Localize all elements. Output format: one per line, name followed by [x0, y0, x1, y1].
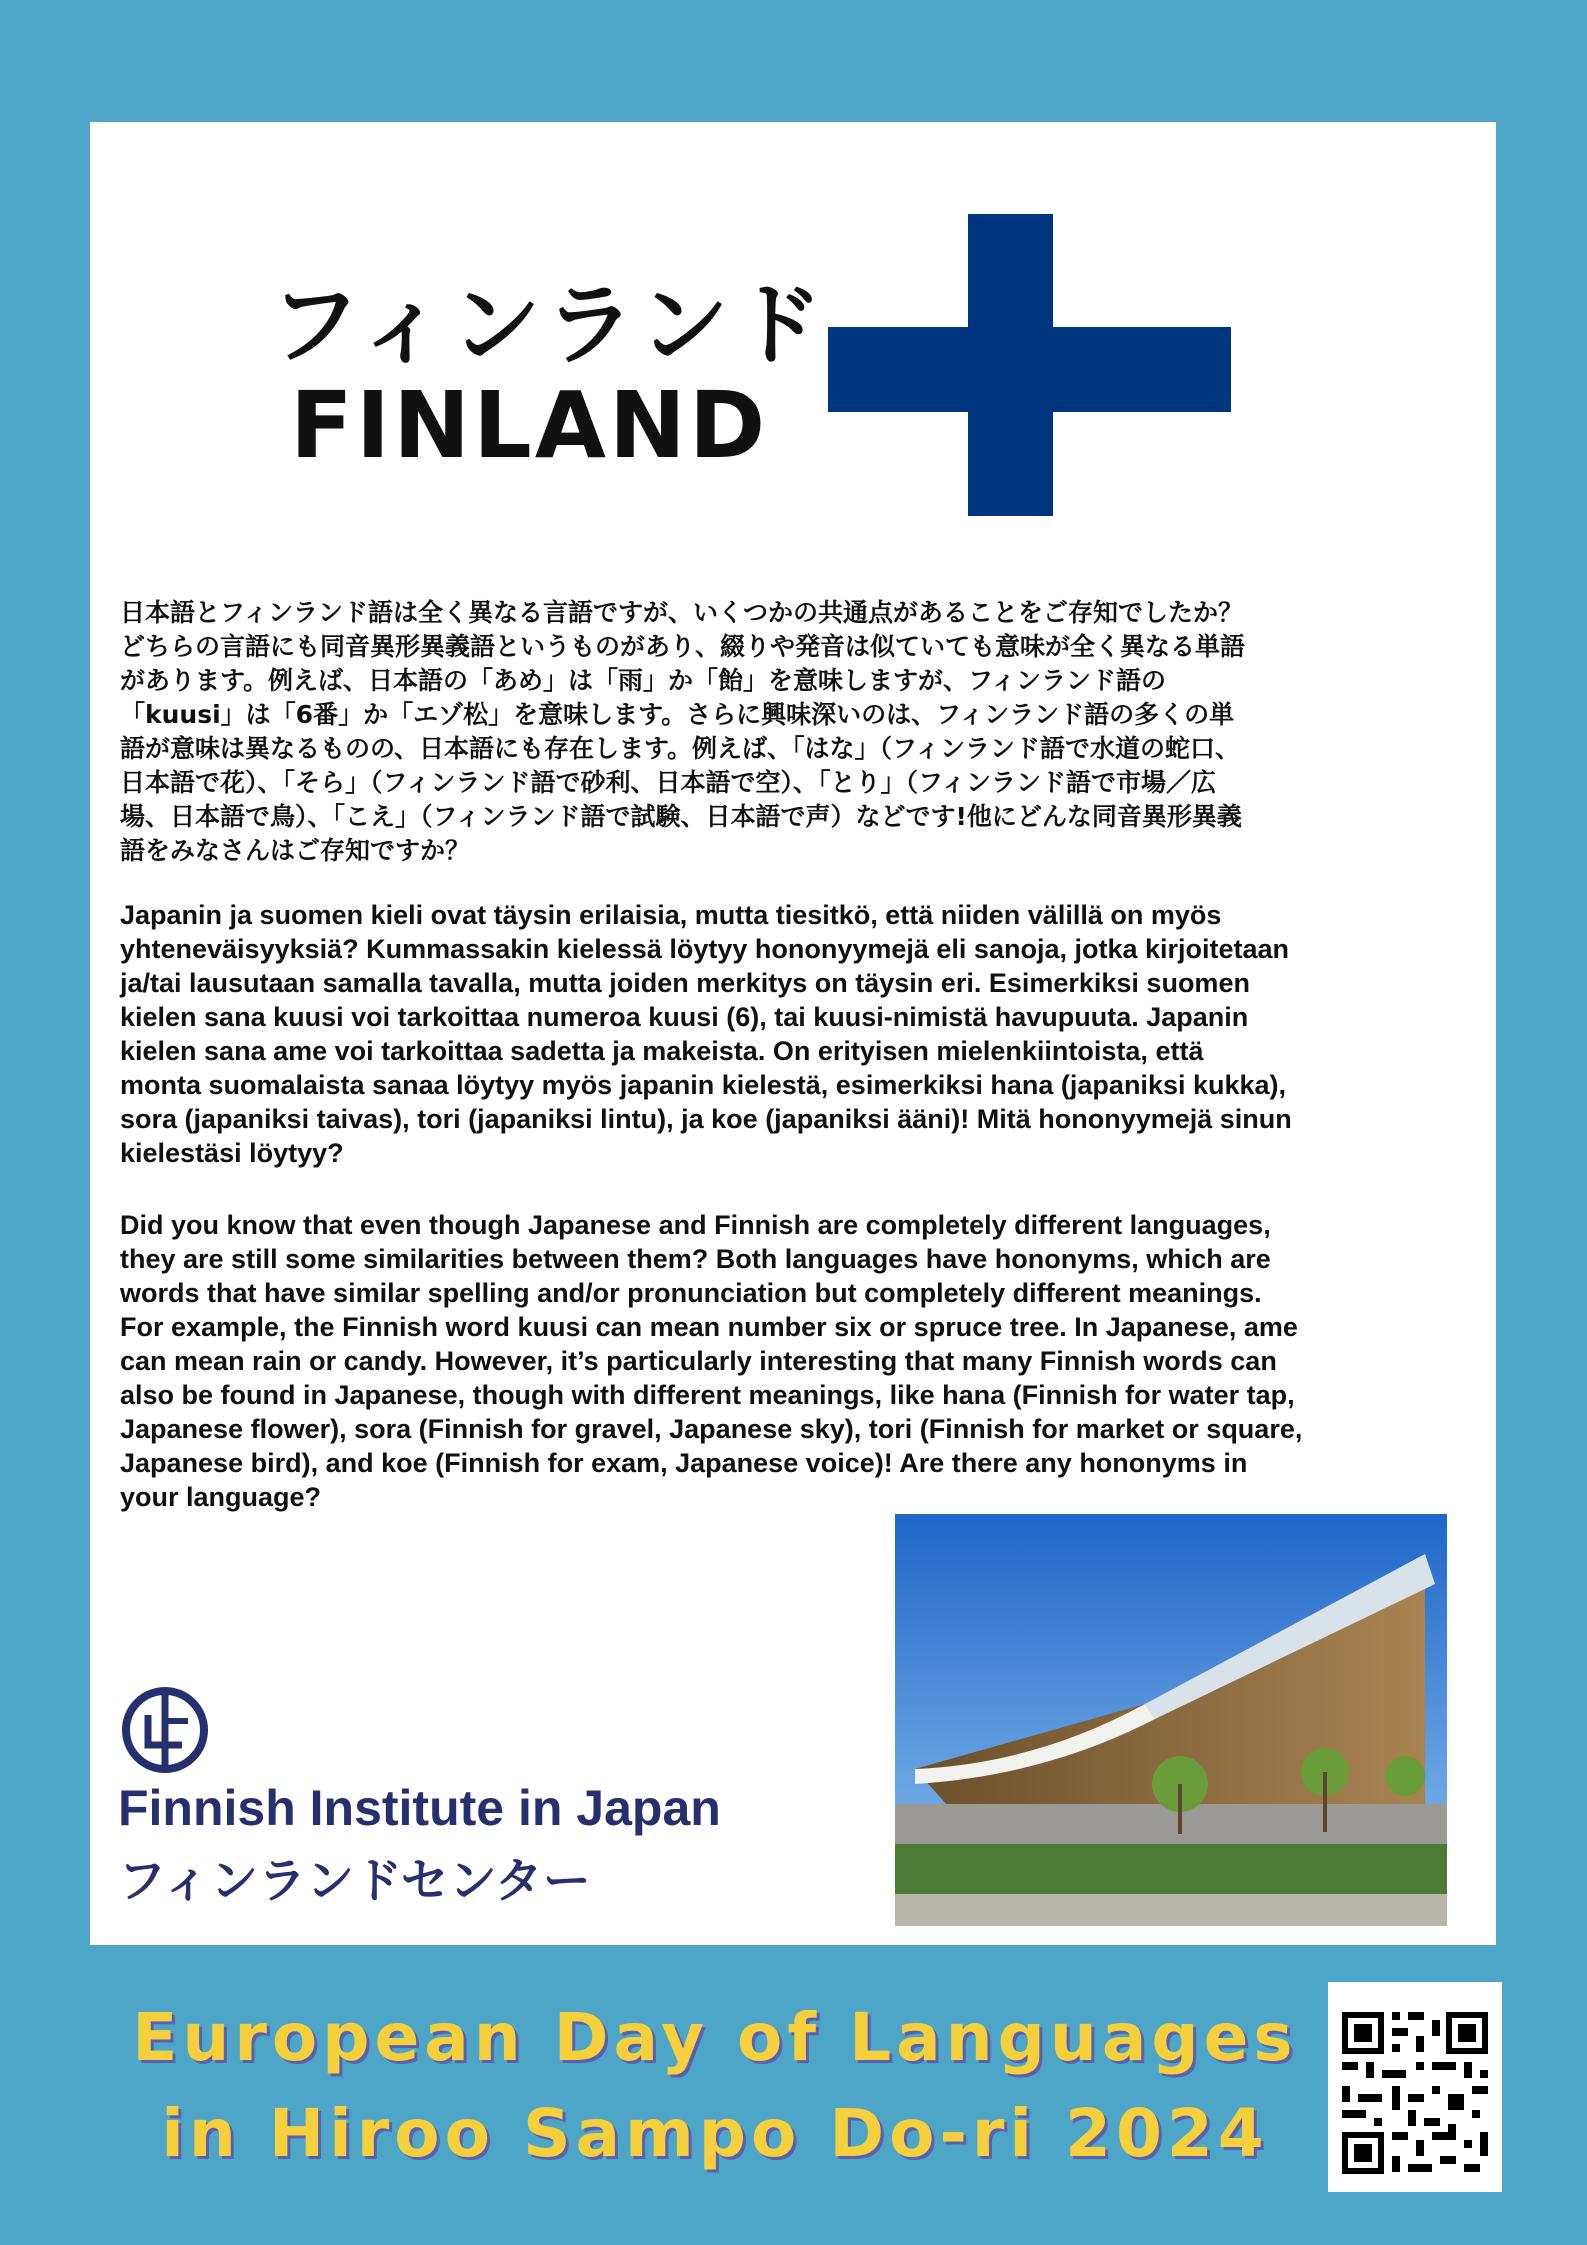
japanese-paragraph	[120, 596, 1480, 868]
paragraph-line: also be found in Japanese, though with different meanings, like hana (Finnish for water tap,	[120, 1380, 1295, 1410]
paragraph-line: Did you know that even though Japanese and Finnish are completely different languages,	[120, 1210, 1271, 1240]
finland-flag-icon	[828, 212, 1428, 542]
title-japanese: フィンランド	[270, 273, 827, 378]
paragraph-line: 「kuusi」は「6番」か「エゾ松」を意味します。さらに興味深いのは、フィンランド語の多くの単	[120, 700, 1235, 729]
english-paragraph	[120, 1208, 1480, 1514]
event-title	[100, 1990, 1330, 2182]
finnish-institute-logo-icon	[120, 1685, 210, 1775]
paragraph-line: kielen sana ame voi tarkoittaa sadetta ja makeista. On erityisen mielenkiintoista, että	[120, 1036, 1204, 1066]
paragraph-line: 日本語で花）、「そら」（フィンランド語で砂利、日本語で空）、「とり」（フィンランド語で市場／広	[120, 768, 1217, 797]
institute-name-english: Finnish Institute in Japan	[118, 1780, 721, 1836]
paragraph-line: words that have similar spelling and/or pronunciation but completely different meanings.	[120, 1278, 1262, 1308]
paragraph-line: 場、日本語で鳥）、「こえ」（フィンランド語で試験、日本語で声）などです!他にどんな同音異形異義	[120, 802, 1242, 831]
paragraph-line: yhteneväisyyksiä? Kummassakin kielessä löytyy hononyymejä eli sanoja, jotka kirjoitetaan	[120, 934, 1290, 964]
paragraph-line: 語が意味は異なるものの、日本語にも存在します。例えば、「はな」（フィンランド語で水道の蛇口、	[120, 734, 1241, 763]
paragraph-line: 日本語とフィンランド語は全く異なる言語ですが、いくつかの共通点があることをご存知でしたか？	[120, 598, 1244, 627]
institute-name-japanese: フィンランドセンター	[118, 1853, 591, 1909]
paragraph-line: For example, the Finnish word kuusi can mean number six or spruce tree. In Japanese, ame	[120, 1312, 1298, 1342]
paragraph-line: どちらの言語にも同音異形異義語というものがあり、綴りや発音は似ていても意味が全く異なる単語	[120, 632, 1246, 661]
paragraph-line: Japanese flower), sora (Finnish for gravel, Japanese sky), tori (Finnish for market or square,	[120, 1414, 1303, 1444]
paragraph-line: 語をみなさんはご存知ですか？	[120, 836, 471, 865]
library-building-photo	[895, 1514, 1447, 1926]
finnish-paragraph	[120, 898, 1480, 1170]
paragraph-line: can mean rain or candy. However, it’s particularly interesting that many Finnish words can	[120, 1346, 1277, 1376]
poster-card	[90, 122, 1496, 1945]
event-title-line-1: European Day of Languages	[132, 1999, 1298, 2076]
qr-code-icon	[1328, 1982, 1502, 2192]
paragraph-line: they are still some similarities between them? Both languages have hononyms, which are	[120, 1244, 1271, 1274]
paragraph-line: があります。例えば、日本語の「あめ」は「雨」か「飴」を意味しますが、フィンランド語の	[120, 666, 1167, 695]
paragraph-line: ja/tai lausutaan samalla tavalla, mutta joiden merkitys on täysin eri. Esimerkiksi suomen	[120, 968, 1250, 998]
paragraph-line: Japanese bird), and koe (Finnish for exam, Japanese voice)! Are there any hononyms in	[120, 1448, 1248, 1478]
paragraph-line: kielestäsi löytyy?	[120, 1138, 344, 1168]
qr-code[interactable]	[1328, 1982, 1502, 2192]
paragraph-line: Japanin ja suomen kieli ovat täysin erilaisia, mutta tiesitkö, että niiden välillä on myös	[120, 900, 1222, 930]
paragraph-line: your language?	[120, 1482, 322, 1512]
paragraph-line: monta suomalaista sanaa löytyy myös japanin kielestä, esimerkiksi hana (japaniksi kukka),	[120, 1070, 1287, 1100]
event-title-line-2: in Hiroo Sampo Do-ri 2024	[161, 2095, 1269, 2172]
paragraph-line: kielen sana kuusi voi tarkoittaa numeroa kuusi (6), tai kuusi-nimistä havupuuta. Japanin	[120, 1002, 1249, 1032]
title-english: FINLAND	[290, 372, 769, 479]
paragraph-line: sora (japaniksi taivas), tori (japaniksi lintu), ja koe (japaniksi ääni)! Mitä hononyymejä sinun	[120, 1104, 1292, 1134]
